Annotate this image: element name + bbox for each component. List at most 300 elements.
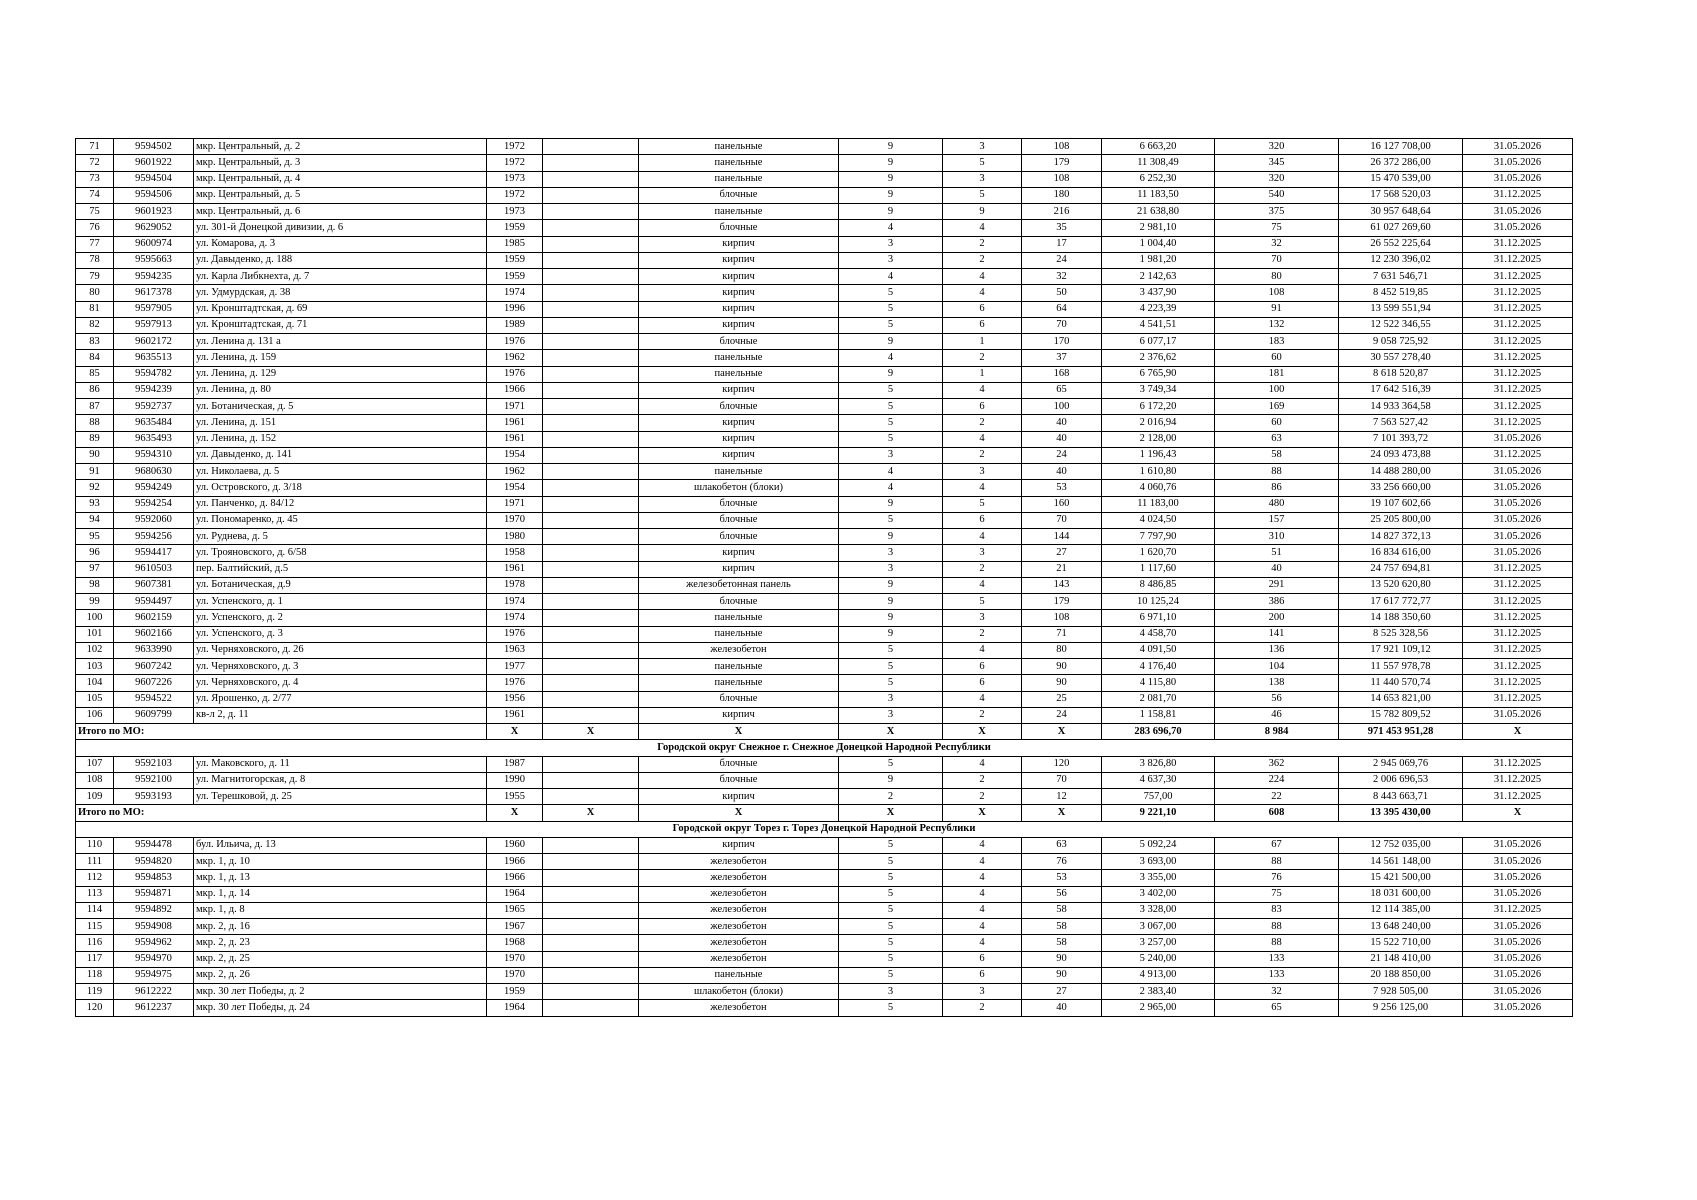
cell-cost: 16 127 708,00 xyxy=(1339,139,1463,155)
cell-residents: 133 xyxy=(1215,951,1339,967)
cell-row-number: 109 xyxy=(76,789,114,805)
cell-apartments: 144 xyxy=(1022,529,1102,545)
cell-wall-material: блочные xyxy=(639,529,839,545)
cell-entrances: 6 xyxy=(943,317,1022,333)
cell-deadline-date: 31.05.2026 xyxy=(1463,431,1573,447)
cell-object-id: 9594782 xyxy=(114,366,194,382)
cell-floors: 5 xyxy=(839,301,943,317)
cell-year-built: 1972 xyxy=(487,155,543,171)
cell-blank-column xyxy=(543,919,639,935)
cell-residents: 362 xyxy=(1215,756,1339,772)
cell-deadline-date: 31.12.2025 xyxy=(1463,902,1573,918)
cell-residents: 88 xyxy=(1215,464,1339,480)
cell-blank-column xyxy=(543,220,639,236)
cell-year-built: 1989 xyxy=(487,317,543,333)
cell-year-built: 1974 xyxy=(487,285,543,301)
cell-deadline-date: 31.05.2026 xyxy=(1463,870,1573,886)
cell-object-id: 9594871 xyxy=(114,886,194,902)
cell-address: ул. Комарова, д. 3 xyxy=(194,236,487,252)
cell-row-number: 81 xyxy=(76,301,114,317)
table-row xyxy=(76,382,1573,398)
cell-apartments: 71 xyxy=(1022,626,1102,642)
cell-floors: 3 xyxy=(839,447,943,463)
cell-row-number: 114 xyxy=(76,902,114,918)
cell-wall-material: панельные xyxy=(639,967,839,983)
cell-wall-material: панельные xyxy=(639,139,839,155)
cell-row-number: 112 xyxy=(76,870,114,886)
section-title: Городской округ Снежное г. Снежное Донецкой Народной Республики xyxy=(76,740,1573,756)
cell-row-number: 100 xyxy=(76,610,114,626)
cell-apartments: 17 xyxy=(1022,236,1102,252)
table-row xyxy=(76,886,1573,902)
cell-area: 4 091,50 xyxy=(1102,642,1215,658)
cell-deadline-date: 31.05.2026 xyxy=(1463,480,1573,496)
cell-deadline-date: 31.12.2025 xyxy=(1463,659,1573,675)
cell-wall-material: железобетон xyxy=(639,951,839,967)
cell-deadline-date: 31.12.2025 xyxy=(1463,675,1573,691)
cell-entrances: 4 xyxy=(943,529,1022,545)
cell-cost: 13 599 551,94 xyxy=(1339,301,1463,317)
cell-residents: 345 xyxy=(1215,155,1339,171)
cell-entrances: 4 xyxy=(943,269,1022,285)
cell-year-built: 1959 xyxy=(487,220,543,236)
cell-address: ул. Черняховского, д. 26 xyxy=(194,642,487,658)
cell-year-built: 1970 xyxy=(487,951,543,967)
cell-apartments: 90 xyxy=(1022,675,1102,691)
cell-object-id: 9593193 xyxy=(114,789,194,805)
cell-entrances: 5 xyxy=(943,187,1022,203)
cell-cost: 16 834 616,00 xyxy=(1339,545,1463,561)
cell-cost: 19 107 602,66 xyxy=(1339,496,1463,512)
cell-row-number: 96 xyxy=(76,545,114,561)
cell-blank-column xyxy=(543,577,639,593)
cell-floors: 9 xyxy=(839,139,943,155)
cell-floors: 9 xyxy=(839,187,943,203)
cell-floors: 4 xyxy=(839,350,943,366)
cell-year-built: 1966 xyxy=(487,382,543,398)
cell-deadline-date: 31.12.2025 xyxy=(1463,252,1573,268)
cell-address: ул. Островского, д. 3/18 xyxy=(194,480,487,496)
cell-blank-column xyxy=(543,415,639,431)
cell-blank-column xyxy=(543,334,639,350)
cell-cost: 12 522 346,55 xyxy=(1339,317,1463,333)
cell-apartments: 24 xyxy=(1022,707,1102,723)
table-row xyxy=(76,707,1573,723)
cell-residents: 88 xyxy=(1215,935,1339,951)
total-residents: 8 984 xyxy=(1215,724,1339,740)
cell-entrances: 4 xyxy=(943,431,1022,447)
cell-row-number: 76 xyxy=(76,220,114,236)
cell-floors: 5 xyxy=(839,1000,943,1016)
cell-wall-material: панельные xyxy=(639,659,839,675)
cell-area: 757,00 xyxy=(1102,789,1215,805)
cell-year-built: 1996 xyxy=(487,301,543,317)
cell-residents: 540 xyxy=(1215,187,1339,203)
table-row xyxy=(76,545,1573,561)
cell-address: ул. Карла Либкнехта, д. 7 xyxy=(194,269,487,285)
cell-deadline-date: 31.12.2025 xyxy=(1463,447,1573,463)
cell-floors: 3 xyxy=(839,707,943,723)
cell-address: мкр. Центральный, д. 2 xyxy=(194,139,487,155)
cell-floors: 5 xyxy=(839,951,943,967)
table-row xyxy=(76,529,1573,545)
total-entrances: X xyxy=(943,805,1022,821)
cell-residents: 58 xyxy=(1215,447,1339,463)
cell-floors: 5 xyxy=(839,967,943,983)
cell-row-number: 72 xyxy=(76,155,114,171)
cell-object-id: 9592060 xyxy=(114,512,194,528)
cell-wall-material: блочные xyxy=(639,772,839,788)
cell-object-id: 9602172 xyxy=(114,334,194,350)
cell-wall-material: кирпич xyxy=(639,447,839,463)
cell-floors: 5 xyxy=(839,431,943,447)
cell-residents: 183 xyxy=(1215,334,1339,350)
cell-address: ул. Ленина, д. 159 xyxy=(194,350,487,366)
cell-area: 3 355,00 xyxy=(1102,870,1215,886)
cell-area: 2 128,00 xyxy=(1102,431,1215,447)
cell-residents: 76 xyxy=(1215,870,1339,886)
cell-object-id: 9601922 xyxy=(114,155,194,171)
cell-area: 1 117,60 xyxy=(1102,561,1215,577)
cell-blank-column xyxy=(543,854,639,870)
cell-apartments: 58 xyxy=(1022,902,1102,918)
cell-year-built: 1958 xyxy=(487,545,543,561)
cell-object-id: 9607226 xyxy=(114,675,194,691)
cell-object-id: 9607381 xyxy=(114,577,194,593)
cell-year-built: 1955 xyxy=(487,789,543,805)
cell-residents: 100 xyxy=(1215,382,1339,398)
cell-blank-column xyxy=(543,350,639,366)
table-row xyxy=(76,772,1573,788)
cell-residents: 320 xyxy=(1215,171,1339,187)
cell-floors: 9 xyxy=(839,529,943,545)
cell-blank-column xyxy=(543,496,639,512)
cell-apartments: 63 xyxy=(1022,837,1102,853)
cell-cost: 12 230 396,02 xyxy=(1339,252,1463,268)
cell-year-built: 1972 xyxy=(487,139,543,155)
cell-apartments: 168 xyxy=(1022,366,1102,382)
cell-residents: 80 xyxy=(1215,269,1339,285)
cell-year-built: 1954 xyxy=(487,480,543,496)
cell-cost: 30 557 278,40 xyxy=(1339,350,1463,366)
cell-object-id: 9597905 xyxy=(114,301,194,317)
cell-entrances: 3 xyxy=(943,171,1022,187)
cell-row-number: 73 xyxy=(76,171,114,187)
cell-address: ул. Давыденко, д. 141 xyxy=(194,447,487,463)
cell-blank-column xyxy=(543,594,639,610)
cell-floors: 5 xyxy=(839,382,943,398)
cell-entrances: 4 xyxy=(943,480,1022,496)
cell-deadline-date: 31.05.2026 xyxy=(1463,512,1573,528)
table-row xyxy=(76,577,1573,593)
cell-cost: 12 114 385,00 xyxy=(1339,902,1463,918)
cell-row-number: 106 xyxy=(76,707,114,723)
cell-floors: 5 xyxy=(839,935,943,951)
table-row xyxy=(76,1000,1573,1016)
cell-apartments: 179 xyxy=(1022,594,1102,610)
cell-row-number: 117 xyxy=(76,951,114,967)
table-row xyxy=(76,480,1573,496)
cell-entrances: 2 xyxy=(943,772,1022,788)
cell-wall-material: кирпич xyxy=(639,317,839,333)
cell-wall-material: кирпич xyxy=(639,415,839,431)
cell-year-built: 1959 xyxy=(487,269,543,285)
cell-wall-material: блочные xyxy=(639,756,839,772)
cell-area: 21 638,80 xyxy=(1102,204,1215,220)
cell-wall-material: блочные xyxy=(639,220,839,236)
cell-address: мкр. 2, д. 25 xyxy=(194,951,487,967)
cell-blank-column xyxy=(543,480,639,496)
cell-wall-material: блочные xyxy=(639,594,839,610)
table-row xyxy=(76,756,1573,772)
cell-blank-column xyxy=(543,707,639,723)
cell-entrances: 2 xyxy=(943,236,1022,252)
cell-floors: 5 xyxy=(839,837,943,853)
cell-object-id: 9601923 xyxy=(114,204,194,220)
cell-area: 3 693,00 xyxy=(1102,854,1215,870)
cell-area: 2 081,70 xyxy=(1102,691,1215,707)
cell-blank-column xyxy=(543,772,639,788)
cell-area: 1 158,81 xyxy=(1102,707,1215,723)
cell-area: 3 257,00 xyxy=(1102,935,1215,951)
cell-wall-material: железобетон xyxy=(639,886,839,902)
cell-residents: 22 xyxy=(1215,789,1339,805)
cell-entrances: 3 xyxy=(943,610,1022,626)
cell-address: мкр. 2, д. 26 xyxy=(194,967,487,983)
cell-deadline-date: 31.12.2025 xyxy=(1463,594,1573,610)
cell-floors: 9 xyxy=(839,496,943,512)
cell-entrances: 4 xyxy=(943,691,1022,707)
cell-cost: 26 372 286,00 xyxy=(1339,155,1463,171)
table-row xyxy=(76,269,1573,285)
cell-residents: 132 xyxy=(1215,317,1339,333)
cell-cost: 8 443 663,71 xyxy=(1339,789,1463,805)
table-row xyxy=(76,561,1573,577)
cell-entrances: 6 xyxy=(943,951,1022,967)
cell-deadline-date: 31.12.2025 xyxy=(1463,399,1573,415)
cell-wall-material: железобетон xyxy=(639,919,839,935)
cell-row-number: 111 xyxy=(76,854,114,870)
cell-row-number: 101 xyxy=(76,626,114,642)
cell-floors: 3 xyxy=(839,691,943,707)
table-row xyxy=(76,220,1573,236)
cell-row-number: 77 xyxy=(76,236,114,252)
cell-address: ул. Ботаническая, д.9 xyxy=(194,577,487,593)
cell-area: 2 142,63 xyxy=(1102,269,1215,285)
table-row xyxy=(76,919,1573,935)
cell-wall-material: кирпич xyxy=(639,269,839,285)
cell-wall-material: кирпич xyxy=(639,431,839,447)
cell-row-number: 103 xyxy=(76,659,114,675)
cell-cost: 2 006 696,53 xyxy=(1339,772,1463,788)
cell-blank-column xyxy=(543,236,639,252)
table-row xyxy=(76,350,1573,366)
cell-apartments: 40 xyxy=(1022,415,1102,431)
cell-blank-column xyxy=(543,187,639,203)
cell-residents: 375 xyxy=(1215,204,1339,220)
section-title: Городской округ Торез г. Торез Донецкой Народной Республики xyxy=(76,821,1573,837)
cell-apartments: 108 xyxy=(1022,171,1102,187)
cell-object-id: 9594820 xyxy=(114,854,194,870)
cell-residents: 138 xyxy=(1215,675,1339,691)
cell-entrances: 4 xyxy=(943,642,1022,658)
cell-entrances: 4 xyxy=(943,837,1022,853)
cell-apartments: 58 xyxy=(1022,919,1102,935)
cell-blank-column xyxy=(543,204,639,220)
cell-floors: 4 xyxy=(839,464,943,480)
cell-area: 2 981,10 xyxy=(1102,220,1215,236)
cell-floors: 2 xyxy=(839,789,943,805)
total-year-built: X xyxy=(487,805,543,821)
cell-cost: 14 933 364,58 xyxy=(1339,399,1463,415)
section-header-row xyxy=(76,821,1573,837)
cell-apartments: 53 xyxy=(1022,870,1102,886)
cell-row-number: 78 xyxy=(76,252,114,268)
cell-deadline-date: 31.05.2026 xyxy=(1463,155,1573,171)
cell-cost: 33 256 660,00 xyxy=(1339,480,1463,496)
cell-deadline-date: 31.05.2026 xyxy=(1463,935,1573,951)
cell-object-id: 9594892 xyxy=(114,902,194,918)
cell-deadline-date: 31.05.2026 xyxy=(1463,919,1573,935)
cell-row-number: 79 xyxy=(76,269,114,285)
cell-entrances: 2 xyxy=(943,707,1022,723)
cell-blank-column xyxy=(543,902,639,918)
cell-address: пер. Балтийский, д.5 xyxy=(194,561,487,577)
cell-deadline-date: 31.12.2025 xyxy=(1463,561,1573,577)
cell-deadline-date: 31.12.2025 xyxy=(1463,350,1573,366)
cell-deadline-date: 31.05.2026 xyxy=(1463,707,1573,723)
cell-row-number: 94 xyxy=(76,512,114,528)
table-row xyxy=(76,204,1573,220)
cell-apartments: 120 xyxy=(1022,756,1102,772)
cell-entrances: 6 xyxy=(943,301,1022,317)
cell-wall-material: панельные xyxy=(639,350,839,366)
cell-apartments: 64 xyxy=(1022,301,1102,317)
cell-blank-column xyxy=(543,447,639,463)
cell-entrances: 4 xyxy=(943,935,1022,951)
table-row xyxy=(76,366,1573,382)
cell-wall-material: блочные xyxy=(639,399,839,415)
cell-floors: 9 xyxy=(839,577,943,593)
cell-address: кв-л 2, д. 11 xyxy=(194,707,487,723)
cell-apartments: 27 xyxy=(1022,545,1102,561)
cell-object-id: 9594239 xyxy=(114,382,194,398)
cell-area: 8 486,85 xyxy=(1102,577,1215,593)
cell-entrances: 9 xyxy=(943,204,1022,220)
cell-area: 7 797,90 xyxy=(1102,529,1215,545)
cell-entrances: 4 xyxy=(943,902,1022,918)
cell-address: ул. Кронштадтская, д. 69 xyxy=(194,301,487,317)
cell-year-built: 1977 xyxy=(487,659,543,675)
cell-floors: 5 xyxy=(839,317,943,333)
table-row xyxy=(76,464,1573,480)
cell-apartments: 170 xyxy=(1022,334,1102,350)
cell-floors: 4 xyxy=(839,269,943,285)
cell-entrances: 6 xyxy=(943,659,1022,675)
cell-residents: 46 xyxy=(1215,707,1339,723)
cell-area: 6 252,30 xyxy=(1102,171,1215,187)
cell-year-built: 1971 xyxy=(487,399,543,415)
cell-deadline-date: 31.05.2026 xyxy=(1463,220,1573,236)
cell-apartments: 108 xyxy=(1022,139,1102,155)
cell-entrances: 2 xyxy=(943,350,1022,366)
cell-year-built: 1961 xyxy=(487,415,543,431)
cell-cost: 11 440 570,74 xyxy=(1339,675,1463,691)
cell-row-number: 99 xyxy=(76,594,114,610)
cell-row-number: 108 xyxy=(76,772,114,788)
cell-area: 4 913,00 xyxy=(1102,967,1215,983)
cell-residents: 40 xyxy=(1215,561,1339,577)
cell-area: 1 610,80 xyxy=(1102,464,1215,480)
cell-deadline-date: 31.05.2026 xyxy=(1463,837,1573,853)
cell-area: 6 971,10 xyxy=(1102,610,1215,626)
cell-object-id: 9594417 xyxy=(114,545,194,561)
cell-object-id: 9610503 xyxy=(114,561,194,577)
cell-floors: 9 xyxy=(839,626,943,642)
cell-year-built: 1968 xyxy=(487,935,543,951)
total-apartments: X xyxy=(1022,724,1102,740)
cell-entrances: 3 xyxy=(943,984,1022,1000)
cell-row-number: 102 xyxy=(76,642,114,658)
cell-cost: 8 525 328,56 xyxy=(1339,626,1463,642)
cell-residents: 32 xyxy=(1215,984,1339,1000)
cell-address: ул. Удмурдская, д. 38 xyxy=(194,285,487,301)
cell-entrances: 4 xyxy=(943,220,1022,236)
cell-cost: 7 101 393,72 xyxy=(1339,431,1463,447)
cell-floors: 3 xyxy=(839,561,943,577)
total-label: Итого по МО: xyxy=(76,805,487,821)
cell-entrances: 1 xyxy=(943,334,1022,350)
cell-blank-column xyxy=(543,675,639,691)
cell-apartments: 40 xyxy=(1022,464,1102,480)
cell-blank-column xyxy=(543,269,639,285)
cell-row-number: 90 xyxy=(76,447,114,463)
cell-year-built: 1990 xyxy=(487,772,543,788)
cell-residents: 51 xyxy=(1215,545,1339,561)
total-blank-column: X xyxy=(543,724,639,740)
cell-wall-material: панельные xyxy=(639,464,839,480)
cell-row-number: 118 xyxy=(76,967,114,983)
cell-address: мкр. 1, д. 14 xyxy=(194,886,487,902)
cell-area: 4 458,70 xyxy=(1102,626,1215,642)
cell-residents: 291 xyxy=(1215,577,1339,593)
cell-row-number: 115 xyxy=(76,919,114,935)
cell-object-id: 9597913 xyxy=(114,317,194,333)
cell-area: 6 765,90 xyxy=(1102,366,1215,382)
cell-year-built: 1961 xyxy=(487,431,543,447)
cell-deadline-date: 31.05.2026 xyxy=(1463,204,1573,220)
cell-year-built: 1959 xyxy=(487,252,543,268)
cell-address: ул. Пономаренко, д. 45 xyxy=(194,512,487,528)
cell-row-number: 120 xyxy=(76,1000,114,1016)
cell-blank-column xyxy=(543,399,639,415)
cell-cost: 15 421 500,00 xyxy=(1339,870,1463,886)
cell-address: ул. Успенского, д. 3 xyxy=(194,626,487,642)
cell-blank-column xyxy=(543,1000,639,1016)
cell-cost: 30 957 648,64 xyxy=(1339,204,1463,220)
cell-blank-column xyxy=(543,789,639,805)
cell-cost: 7 928 505,00 xyxy=(1339,984,1463,1000)
cell-deadline-date: 31.12.2025 xyxy=(1463,610,1573,626)
table-row xyxy=(76,691,1573,707)
table-row xyxy=(76,837,1573,853)
cell-cost: 25 205 800,00 xyxy=(1339,512,1463,528)
cell-year-built: 1976 xyxy=(487,626,543,642)
cell-blank-column xyxy=(543,317,639,333)
cell-object-id: 9594497 xyxy=(114,594,194,610)
cell-area: 4 060,76 xyxy=(1102,480,1215,496)
cell-deadline-date: 31.12.2025 xyxy=(1463,691,1573,707)
